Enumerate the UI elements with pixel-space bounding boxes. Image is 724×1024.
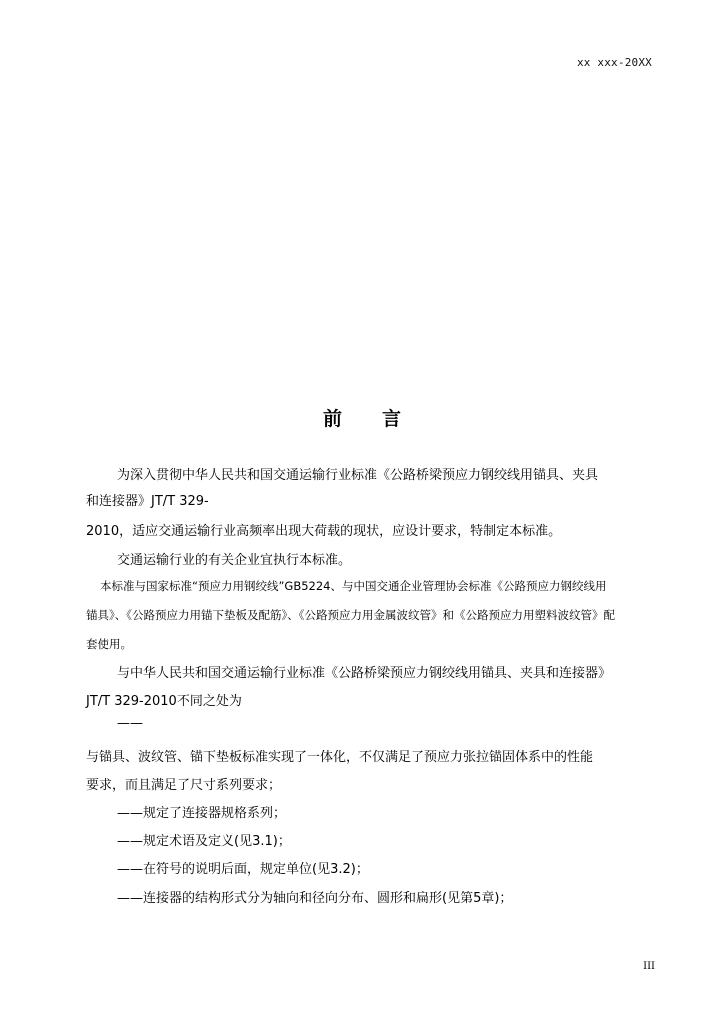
paragraph-line: 与中华人民共和国交通运输行业标准《公路桥梁预应力钢绞线用锚具、夹具和连接器》 xyxy=(117,666,612,681)
page-title: 前言 xyxy=(322,408,441,430)
list-item: ——连接器的结构形式分为轴向和径向分布、圆形和扁形(见第5章)； xyxy=(117,891,513,906)
paragraph-line: 套使用。 xyxy=(86,637,132,651)
paragraph-line: 与锚具、波纹管、锚下垫板标准实现了一体化，不仅满足了预应力张拉锚固体系中的性能 xyxy=(86,750,594,765)
paragraph-line: 和连接器》JT/T 329- xyxy=(86,494,209,509)
dash-line: —— xyxy=(117,716,143,731)
paragraph-line: 要求，而且满足了尺寸系列要求； xyxy=(86,778,282,793)
paragraph-line: 锚具》、《公路预应力用锚下垫板及配筋》、《公路预应力用金属波纹管》和《公路预应力用塑料波纹管》配 xyxy=(86,608,615,622)
paragraph-line: 本标准与国家标准“预应力用钢绞线”GB5224、与中国交通企业管理协会标准《公路预应力钢绞线用 xyxy=(100,579,607,593)
list-item: ——规定术语及定义(见3.1)； xyxy=(117,834,291,849)
page-number: III xyxy=(643,961,655,972)
paragraph-line: 为深入贯彻中华人民共和国交通运输行业标准《公路桥梁预应力钢绞线用锚具、夹具 xyxy=(117,468,599,483)
list-item: ——在符号的说明后面，规定单位(见3.2)； xyxy=(117,862,369,877)
document-code: xx xxx-20XX xyxy=(576,56,652,69)
list-item: ——规定了连接器规格系列； xyxy=(117,806,287,821)
paragraph-line: 2010，适应交通运输行业高频率出现大荷载的现状，应设计要求，特制定本标准。 xyxy=(86,524,562,539)
paragraph-line: JT/T 329-2010不同之处为 xyxy=(86,694,242,709)
paragraph-line: 交通运输行业的有关企业宜执行本标准。 xyxy=(117,553,352,568)
